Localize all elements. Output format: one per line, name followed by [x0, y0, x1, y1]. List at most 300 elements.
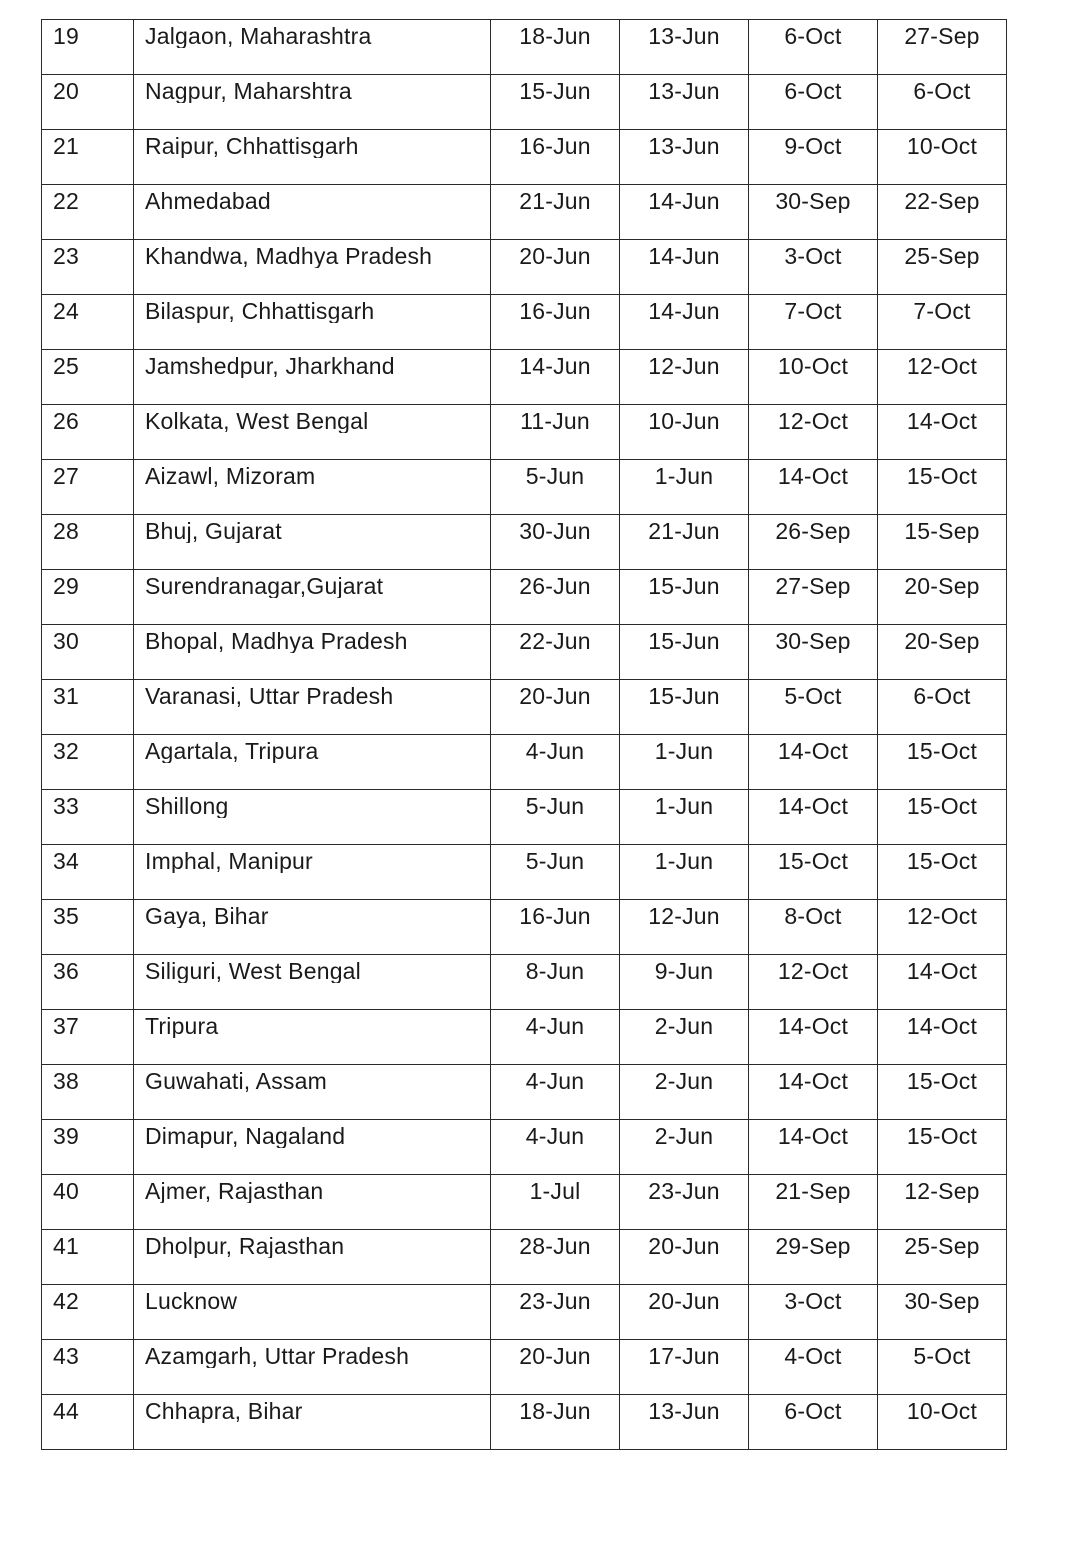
serial-number-cell: [42, 240, 134, 295]
date-cell-4: [878, 1340, 1007, 1395]
date-cell-1: [491, 295, 620, 350]
date-cell-3: [749, 1175, 878, 1230]
date-value-4: 20-Sep: [904, 573, 980, 598]
location-name: Raipur, Chhattisgarh: [145, 133, 359, 158]
date-value-3: 3-Oct: [784, 243, 842, 268]
location-name: Azamgarh, Uttar Pradesh: [145, 1343, 410, 1368]
serial-number-cell: [42, 405, 134, 460]
date-value-3: 21-Sep: [775, 1178, 851, 1203]
date-cell-2: [620, 460, 749, 515]
date-cell-1: [491, 130, 620, 185]
table-row: [42, 515, 1007, 570]
date-cell-3: [749, 240, 878, 295]
serial-number-cell: [42, 680, 134, 735]
location-name: Chhapra, Bihar: [145, 1398, 303, 1423]
date-value-4: 15-Oct: [906, 848, 978, 873]
date-cell-3: [749, 625, 878, 680]
date-cell-3: [749, 790, 878, 845]
date-cell-2: [620, 1340, 749, 1395]
date-value-3: 3-Oct: [784, 1288, 842, 1313]
date-cell-2: [620, 955, 749, 1010]
date-value-1: 22-Jun: [519, 628, 591, 653]
date-cell-3: [749, 75, 878, 130]
date-value-4: 14-Oct: [906, 958, 978, 983]
date-value-4: 12-Oct: [906, 353, 978, 378]
location-cell: [134, 1285, 491, 1340]
date-cell-1: [491, 185, 620, 240]
table-row: [42, 350, 1007, 405]
date-value-1: 4-Jun: [525, 738, 585, 763]
schedule-table: [41, 19, 1007, 1450]
date-cell-1: [491, 1340, 620, 1395]
serial-number: 21: [53, 133, 79, 158]
location-cell: [134, 1395, 491, 1450]
date-cell-4: [878, 570, 1007, 625]
table-row: [42, 735, 1007, 790]
date-cell-4: [878, 515, 1007, 570]
date-value-2: 12-Jun: [648, 903, 720, 928]
date-value-3: 9-Oct: [784, 133, 842, 158]
table-row: [42, 405, 1007, 460]
date-cell-3: [749, 130, 878, 185]
date-cell-3: [749, 680, 878, 735]
table-row: [42, 1230, 1007, 1285]
location-cell: [134, 515, 491, 570]
location-name: Agartala, Tripura: [145, 738, 319, 763]
date-value-4: 27-Sep: [904, 23, 980, 48]
date-value-2: 14-Jun: [648, 188, 720, 213]
date-cell-2: [620, 405, 749, 460]
serial-number-cell: [42, 460, 134, 515]
location-name: Gaya, Bihar: [145, 903, 269, 928]
serial-number-cell: [42, 845, 134, 900]
date-value-3: 15-Oct: [777, 848, 849, 873]
serial-number: 38: [53, 1068, 79, 1093]
date-value-1: 16-Jun: [519, 298, 591, 323]
date-cell-2: [620, 185, 749, 240]
location-name: Varanasi, Uttar Pradesh: [145, 683, 394, 708]
date-value-4: 30-Sep: [904, 1288, 980, 1313]
location-name: Nagpur, Maharshtra: [145, 78, 352, 103]
serial-number: 43: [53, 1343, 79, 1368]
date-value-2: 21-Jun: [648, 518, 720, 543]
date-cell-4: [878, 1010, 1007, 1065]
location-name: Dholpur, Rajasthan: [145, 1233, 345, 1258]
serial-number-cell: [42, 1120, 134, 1175]
date-value-1: 20-Jun: [519, 683, 591, 708]
date-value-1: 5-Jun: [525, 848, 585, 873]
location-cell: [134, 1120, 491, 1175]
table-row: [42, 185, 1007, 240]
serial-number-cell: [42, 515, 134, 570]
date-cell-4: [878, 1230, 1007, 1285]
serial-number-cell: [42, 185, 134, 240]
table-row: [42, 790, 1007, 845]
date-value-2: 1-Jun: [654, 738, 714, 763]
serial-number: 26: [53, 408, 79, 433]
location-cell: [134, 955, 491, 1010]
serial-number-cell: [42, 1010, 134, 1065]
date-cell-1: [491, 845, 620, 900]
date-cell-4: [878, 20, 1007, 75]
serial-number: 37: [53, 1013, 79, 1038]
date-cell-4: [878, 955, 1007, 1010]
date-cell-1: [491, 1175, 620, 1230]
table-row: [42, 1120, 1007, 1175]
date-value-2: 2-Jun: [654, 1013, 714, 1038]
date-value-3: 12-Oct: [777, 408, 849, 433]
date-cell-4: [878, 295, 1007, 350]
date-value-4: 15-Oct: [906, 1123, 978, 1148]
date-value-1: 4-Jun: [525, 1068, 585, 1093]
date-cell-2: [620, 845, 749, 900]
date-value-4: 22-Sep: [904, 188, 980, 213]
date-value-4: 15-Oct: [906, 738, 978, 763]
location-cell: [134, 735, 491, 790]
date-cell-2: [620, 735, 749, 790]
serial-number: 36: [53, 958, 79, 983]
date-value-3: 14-Oct: [777, 1068, 849, 1093]
date-cell-2: [620, 1230, 749, 1285]
serial-number: 40: [53, 1178, 79, 1203]
location-name: Kolkata, West Bengal: [145, 408, 369, 433]
date-cell-2: [620, 900, 749, 955]
serial-number: 32: [53, 738, 79, 763]
location-cell: [134, 1010, 491, 1065]
date-value-4: 15-Oct: [906, 793, 978, 818]
date-cell-2: [620, 295, 749, 350]
date-cell-1: [491, 1230, 620, 1285]
serial-number: 25: [53, 353, 79, 378]
date-cell-4: [878, 240, 1007, 295]
date-cell-4: [878, 735, 1007, 790]
date-value-4: 6-Oct: [913, 683, 971, 708]
date-value-1: 4-Jun: [525, 1013, 585, 1038]
date-value-4: 12-Oct: [906, 903, 978, 928]
location-name: Guwahati, Assam: [145, 1068, 327, 1093]
date-cell-1: [491, 350, 620, 405]
serial-number-cell: [42, 1285, 134, 1340]
date-cell-3: [749, 1340, 878, 1395]
date-value-1: 8-Jun: [525, 958, 585, 983]
date-cell-3: [749, 570, 878, 625]
location-name: Jalgaon, Maharashtra: [145, 23, 372, 48]
date-cell-4: [878, 1395, 1007, 1450]
serial-number: 28: [53, 518, 79, 543]
date-value-2: 1-Jun: [654, 463, 714, 488]
date-cell-3: [749, 1010, 878, 1065]
date-cell-1: [491, 955, 620, 1010]
date-cell-1: [491, 240, 620, 295]
date-value-4: 6-Oct: [913, 78, 971, 103]
serial-number: 20: [53, 78, 79, 103]
date-value-1: 18-Jun: [519, 1398, 591, 1423]
serial-number: 33: [53, 793, 79, 818]
serial-number: 39: [53, 1123, 79, 1148]
date-cell-2: [620, 1175, 749, 1230]
date-value-3: 8-Oct: [784, 903, 842, 928]
date-cell-2: [620, 350, 749, 405]
date-value-3: 14-Oct: [777, 1123, 849, 1148]
location-name: Jamshedpur, Jharkhand: [145, 353, 395, 378]
date-cell-3: [749, 1285, 878, 1340]
date-cell-3: [749, 735, 878, 790]
location-cell: [134, 790, 491, 845]
date-cell-4: [878, 790, 1007, 845]
date-value-2: 15-Jun: [648, 573, 720, 598]
location-cell: [134, 1230, 491, 1285]
location-name: Khandwa, Madhya Pradesh: [145, 243, 433, 268]
table-row: [42, 845, 1007, 900]
date-cell-1: [491, 515, 620, 570]
date-cell-3: [749, 405, 878, 460]
date-cell-2: [620, 625, 749, 680]
date-value-3: 30-Sep: [775, 628, 851, 653]
date-value-2: 1-Jun: [654, 848, 714, 873]
date-value-2: 2-Jun: [654, 1123, 714, 1148]
location-name: Shillong: [145, 793, 229, 818]
date-value-3: 6-Oct: [784, 78, 842, 103]
serial-number-cell: [42, 1340, 134, 1395]
serial-number-cell: [42, 295, 134, 350]
date-cell-4: [878, 1120, 1007, 1175]
date-value-3: 7-Oct: [784, 298, 842, 323]
table-row: [42, 295, 1007, 350]
date-value-1: 26-Jun: [519, 573, 591, 598]
serial-number-cell: [42, 735, 134, 790]
date-cell-2: [620, 1065, 749, 1120]
location-cell: [134, 1340, 491, 1395]
date-cell-1: [491, 735, 620, 790]
date-value-2: 23-Jun: [648, 1178, 720, 1203]
date-cell-4: [878, 185, 1007, 240]
date-value-2: 20-Jun: [648, 1233, 720, 1258]
date-cell-2: [620, 75, 749, 130]
location-cell: [134, 1175, 491, 1230]
date-value-4: 14-Oct: [906, 1013, 978, 1038]
location-cell: [134, 625, 491, 680]
date-cell-4: [878, 75, 1007, 130]
date-cell-2: [620, 1120, 749, 1175]
date-value-1: 20-Jun: [519, 1343, 591, 1368]
location-name: Lucknow: [145, 1288, 238, 1313]
date-value-2: 14-Jun: [648, 243, 720, 268]
date-cell-1: [491, 1395, 620, 1450]
date-cell-4: [878, 680, 1007, 735]
date-value-4: 12-Sep: [904, 1178, 980, 1203]
date-value-3: 6-Oct: [784, 1398, 842, 1423]
serial-number-cell: [42, 1230, 134, 1285]
date-cell-3: [749, 1395, 878, 1450]
date-value-3: 14-Oct: [777, 738, 849, 763]
date-cell-2: [620, 1010, 749, 1065]
table-row: [42, 1285, 1007, 1340]
location-cell: [134, 130, 491, 185]
date-cell-3: [749, 845, 878, 900]
date-cell-3: [749, 350, 878, 405]
date-value-1: 11-Jun: [520, 408, 590, 433]
table-row: [42, 240, 1007, 295]
serial-number: 24: [53, 298, 79, 323]
date-cell-4: [878, 130, 1007, 185]
date-cell-1: [491, 460, 620, 515]
date-cell-2: [620, 570, 749, 625]
date-value-1: 14-Jun: [519, 353, 591, 378]
serial-number: 41: [53, 1233, 79, 1258]
location-name: Dimapur, Nagaland: [145, 1123, 346, 1148]
date-value-1: 21-Jun: [519, 188, 591, 213]
location-name: Siliguri, West Bengal: [145, 958, 361, 983]
date-value-1: 5-Jun: [525, 463, 585, 488]
serial-number: 42: [53, 1288, 79, 1313]
date-value-3: 4-Oct: [784, 1343, 842, 1368]
date-cell-3: [749, 20, 878, 75]
table-row: [42, 625, 1007, 680]
date-value-2: 13-Jun: [648, 78, 720, 103]
date-value-3: 10-Oct: [777, 353, 849, 378]
date-value-3: 30-Sep: [775, 188, 851, 213]
date-value-1: 23-Jun: [519, 1288, 591, 1313]
serial-number: 35: [53, 903, 79, 928]
date-cell-2: [620, 515, 749, 570]
date-value-3: 6-Oct: [784, 23, 842, 48]
serial-number-cell: [42, 75, 134, 130]
date-cell-4: [878, 900, 1007, 955]
date-value-1: 5-Jun: [525, 793, 585, 818]
date-value-2: 2-Jun: [654, 1068, 714, 1093]
date-cell-1: [491, 790, 620, 845]
date-value-3: 27-Sep: [775, 573, 851, 598]
date-cell-2: [620, 240, 749, 295]
serial-number: 19: [53, 23, 79, 48]
date-value-1: 30-Jun: [519, 518, 591, 543]
date-value-4: 25-Sep: [904, 243, 980, 268]
date-value-3: 14-Oct: [777, 793, 849, 818]
date-value-3: 12-Oct: [777, 958, 849, 983]
serial-number-cell: [42, 350, 134, 405]
date-cell-4: [878, 1175, 1007, 1230]
serial-number: 27: [53, 463, 79, 488]
date-value-3: 14-Oct: [777, 463, 849, 488]
date-cell-3: [749, 1230, 878, 1285]
table-row: [42, 20, 1007, 75]
location-name: Ajmer, Rajasthan: [145, 1178, 324, 1203]
date-cell-4: [878, 625, 1007, 680]
location-cell: [134, 295, 491, 350]
location-name: Bhopal, Madhya Pradesh: [145, 628, 408, 653]
date-cell-4: [878, 1285, 1007, 1340]
date-value-1: 1-Jul: [529, 1178, 581, 1203]
date-cell-1: [491, 680, 620, 735]
table-row: [42, 680, 1007, 735]
date-value-1: 18-Jun: [519, 23, 591, 48]
table-row: [42, 1395, 1007, 1450]
date-value-4: 25-Sep: [904, 1233, 980, 1258]
date-cell-2: [620, 680, 749, 735]
date-cell-2: [620, 1395, 749, 1450]
date-cell-3: [749, 460, 878, 515]
table-row: [42, 460, 1007, 515]
date-value-2: 1-Jun: [654, 793, 714, 818]
location-cell: [134, 845, 491, 900]
date-value-2: 13-Jun: [648, 133, 720, 158]
location-cell: [134, 75, 491, 130]
date-value-4: 20-Sep: [904, 628, 980, 653]
table-row: [42, 570, 1007, 625]
date-value-4: 15-Oct: [906, 1068, 978, 1093]
date-cell-2: [620, 790, 749, 845]
date-value-4: 10-Oct: [906, 1398, 978, 1423]
table-row: [42, 130, 1007, 185]
location-name: Aizawl, Mizoram: [145, 463, 316, 488]
serial-number-cell: [42, 20, 134, 75]
date-cell-3: [749, 1120, 878, 1175]
location-cell: [134, 900, 491, 955]
date-cell-1: [491, 1285, 620, 1340]
serial-number-cell: [42, 1175, 134, 1230]
date-value-2: 13-Jun: [648, 23, 720, 48]
date-cell-3: [749, 295, 878, 350]
location-cell: [134, 405, 491, 460]
serial-number-cell: [42, 1065, 134, 1120]
table-row: [42, 1010, 1007, 1065]
date-value-2: 15-Jun: [648, 683, 720, 708]
serial-number-cell: [42, 900, 134, 955]
location-name: Imphal, Manipur: [145, 848, 313, 873]
date-value-3: 5-Oct: [784, 683, 842, 708]
date-cell-3: [749, 185, 878, 240]
date-value-2: 20-Jun: [648, 1288, 720, 1313]
date-cell-1: [491, 1120, 620, 1175]
date-cell-1: [491, 75, 620, 130]
date-value-3: 26-Sep: [775, 518, 851, 543]
table-row: [42, 1065, 1007, 1120]
serial-number-cell: [42, 1395, 134, 1450]
date-cell-4: [878, 460, 1007, 515]
date-cell-3: [749, 955, 878, 1010]
date-cell-4: [878, 405, 1007, 460]
date-value-4: 5-Oct: [913, 1343, 971, 1368]
date-value-2: 9-Jun: [654, 958, 714, 983]
serial-number-cell: [42, 130, 134, 185]
date-value-1: 28-Jun: [519, 1233, 591, 1258]
serial-number: 22: [53, 188, 79, 213]
date-cell-2: [620, 130, 749, 185]
date-cell-2: [620, 20, 749, 75]
serial-number: 44: [53, 1398, 79, 1423]
date-value-2: 12-Jun: [648, 353, 720, 378]
date-value-1: 16-Jun: [519, 133, 591, 158]
date-value-4: 10-Oct: [906, 133, 978, 158]
serial-number-cell: [42, 625, 134, 680]
location-cell: [134, 240, 491, 295]
location-cell: [134, 570, 491, 625]
location-name: Surendranagar,Gujarat: [145, 573, 384, 598]
serial-number-cell: [42, 790, 134, 845]
date-value-2: 17-Jun: [648, 1343, 720, 1368]
date-cell-1: [491, 1010, 620, 1065]
location-cell: [134, 185, 491, 240]
date-cell-1: [491, 405, 620, 460]
date-cell-1: [491, 1065, 620, 1120]
date-value-2: 13-Jun: [648, 1398, 720, 1423]
serial-number: 29: [53, 573, 79, 598]
date-cell-1: [491, 625, 620, 680]
serial-number: 30: [53, 628, 79, 653]
date-cell-1: [491, 20, 620, 75]
date-value-1: 20-Jun: [519, 243, 591, 268]
location-cell: [134, 350, 491, 405]
